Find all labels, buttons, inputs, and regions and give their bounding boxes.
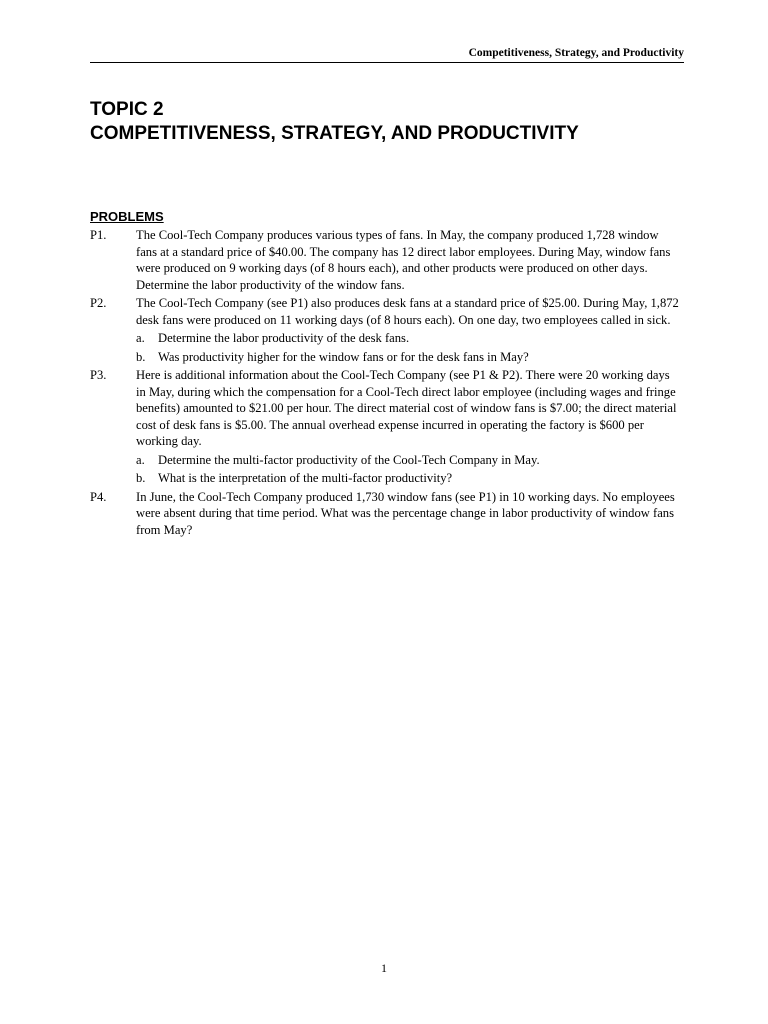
problem-p3 [90, 367, 680, 487]
sub-question-label: b. [136, 471, 146, 485]
sub-question [136, 470, 680, 487]
sub-question-text: Was productivity higher for the window fans or for the desk fans in May? [158, 349, 529, 364]
problem-p4 [90, 489, 680, 539]
running-header: Competitiveness, Strategy, and Productivity [90, 46, 684, 63]
problem-text: The Cool-Tech Company produces various types of fans. In May, the company produced 1,728 window fans at a standard price of $40.00. The company has 12 direct labor employees. During May, window fans were produced on 9 working days (of 8 hours each), and other products were produced on other days. Determine the labor productivity of the window fans. [136, 228, 671, 292]
sub-question-text: What is the interpretation of the multi-factor productivity? [158, 471, 453, 485]
problems-heading: PROBLEMS [90, 209, 164, 224]
problem-p1 [90, 227, 680, 293]
topic-name: COMPETITIVENESS, STRATEGY, AND PRODUCTIVITY [90, 123, 579, 144]
sub-question-label: a. [136, 452, 145, 467]
problem-label: P4. [90, 489, 107, 504]
problem-p2 [90, 295, 680, 365]
sub-question-text: Determine the labor productivity of the desk fans. [158, 331, 410, 345]
problems-list [90, 227, 680, 540]
problem-label: P1. [90, 228, 107, 242]
sub-question [136, 452, 680, 469]
problem-text: In June, the Cool-Tech Company produced 1,730 window fans (see P1) in 10 working days. No employees were absent during that time period. What was the percentage change in labor productivity of window fans from May? [136, 489, 675, 537]
sub-question-label: b. [136, 349, 146, 364]
problem-text: Here is additional information about the Cool-Tech Company (see P1 & P2). There were 20 working days in May, during which the compensation for a Cool-Tech direct labor employee (including wages and fringe benefits) amounted to $21.00 per hour. The direct material cost of window fans is $7.00; the direct material cost of desk fans is $5.00. The annual overhead expense incurred in operating the factory is $600 per working day. [136, 368, 677, 448]
page-number: 1 [381, 961, 387, 975]
page-title [90, 98, 690, 146]
sub-question-text: Determine the multi-factor productivity of the Cool-Tech Company in May. [158, 452, 540, 467]
problem-label: P2. [90, 296, 107, 310]
sub-question [136, 349, 680, 366]
sub-question-label: a. [136, 331, 145, 345]
sub-question-list [136, 452, 680, 487]
problem-label: P3. [90, 368, 107, 382]
topic-number: TOPIC 2 [90, 99, 164, 120]
sub-question-list [136, 330, 680, 365]
problem-text: The Cool-Tech Company (see P1) also produces desk fans at a standard price of $25.00. During May, 1,872 desk fans were produced on 11 working days (of 8 hours each). On one day, two employees called in sick. [136, 296, 679, 327]
sub-question [136, 330, 680, 347]
